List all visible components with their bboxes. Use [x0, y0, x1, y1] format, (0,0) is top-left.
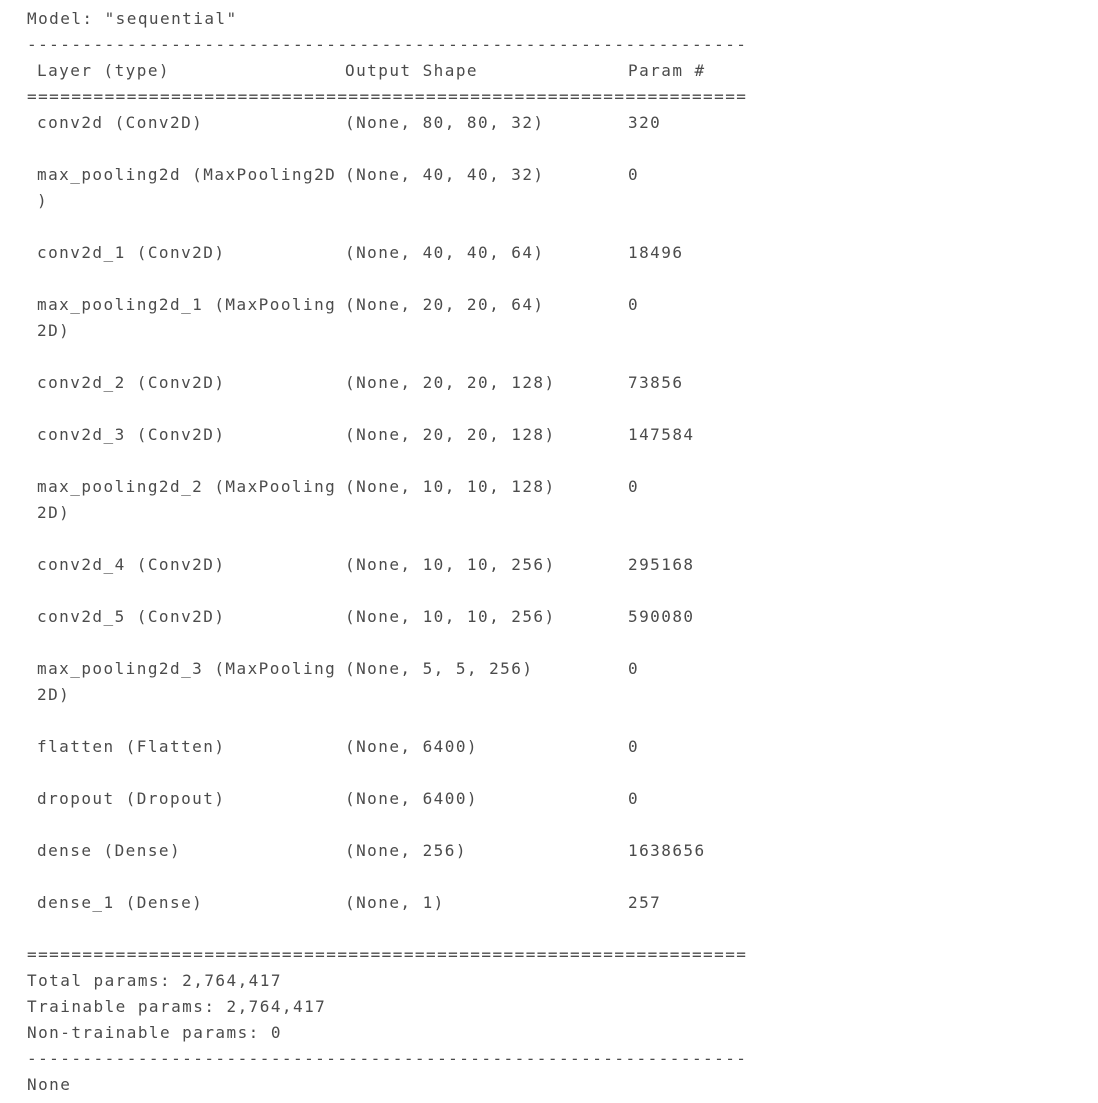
table-row [27, 110, 1098, 136]
param-count-cell: 0 [628, 295, 640, 314]
table-row [27, 890, 1098, 916]
param-count-cell: 257 [628, 893, 662, 912]
table-row [27, 422, 1098, 448]
header-param-count: Param # [628, 61, 706, 80]
layer-name-cell: max_pooling2d_3 (MaxPooling 2D) [37, 659, 337, 704]
separator-equals-bottom: ================================================================= [27, 945, 748, 964]
layer-name-cell: conv2d_2 (Conv2D) [37, 373, 226, 392]
layer-name-cell: max_pooling2d (MaxPooling2D ) [37, 165, 337, 210]
output-shape-cell: (None, 40, 40, 32) [345, 165, 545, 184]
table-row [27, 370, 1098, 396]
table-row [27, 734, 1098, 760]
output-shape-cell: (None, 6400) [345, 789, 478, 808]
table-row [27, 162, 1098, 214]
param-count-cell: 320 [628, 113, 662, 132]
layer-name-cell: conv2d_4 (Conv2D) [37, 555, 226, 574]
output-shape-cell: (None, 20, 20, 128) [345, 425, 556, 444]
layer-name-cell: max_pooling2d_1 (MaxPooling 2D) [37, 295, 337, 340]
layer-name-cell: dense_1 (Dense) [37, 893, 204, 912]
table-row [27, 292, 1098, 344]
param-count-cell: 295168 [628, 555, 695, 574]
layer-name-cell: conv2d (Conv2D) [37, 113, 204, 132]
none-output-line: None [27, 1075, 72, 1094]
output-shape-cell: (None, 5, 5, 256) [345, 659, 534, 678]
table-row [27, 656, 1098, 708]
separator-dash-bottom: ----------------------------------------------------------------- [27, 1049, 748, 1068]
table-row [27, 838, 1098, 864]
table-row [27, 552, 1098, 578]
param-count-cell: 73856 [628, 373, 684, 392]
output-shape-cell: (None, 40, 40, 64) [345, 243, 545, 262]
layer-name-cell: conv2d_1 (Conv2D) [37, 243, 226, 262]
non-trainable-params-line: Non-trainable params: 0 [27, 1023, 282, 1042]
param-count-cell: 0 [628, 789, 640, 808]
param-count-cell: 0 [628, 165, 640, 184]
output-shape-cell: (None, 20, 20, 128) [345, 373, 556, 392]
param-count-cell: 0 [628, 477, 640, 496]
output-shape-cell: (None, 10, 10, 256) [345, 555, 556, 574]
param-count-cell: 0 [628, 659, 640, 678]
separator-dash-top: ----------------------------------------------------------------- [27, 35, 748, 54]
output-shape-cell: (None, 6400) [345, 737, 478, 756]
table-row [27, 240, 1098, 266]
param-count-cell: 0 [628, 737, 640, 756]
table-row [27, 474, 1098, 526]
layer-name-cell: flatten (Flatten) [37, 737, 226, 756]
header-output-shape: Output Shape [345, 61, 478, 80]
layer-name-cell: dense (Dense) [37, 841, 182, 860]
total-params-line: Total params: 2,764,417 [27, 971, 282, 990]
layer-name-cell: conv2d_3 (Conv2D) [37, 425, 226, 444]
trainable-params-line: Trainable params: 2,764,417 [27, 997, 327, 1016]
param-count-cell: 1638656 [628, 841, 706, 860]
output-shape-cell: (None, 10, 10, 128) [345, 477, 556, 496]
model-title: Model: "sequential" [27, 9, 238, 28]
param-count-cell: 147584 [628, 425, 695, 444]
table-row [27, 604, 1098, 630]
output-shape-cell: (None, 10, 10, 256) [345, 607, 556, 626]
param-count-cell: 18496 [628, 243, 684, 262]
header-layer-type: Layer (type) [37, 61, 170, 80]
layer-name-cell: max_pooling2d_2 (MaxPooling 2D) [37, 477, 337, 522]
param-count-cell: 590080 [628, 607, 695, 626]
output-shape-cell: (None, 80, 80, 32) [345, 113, 545, 132]
output-shape-cell: (None, 20, 20, 64) [345, 295, 545, 314]
output-shape-cell: (None, 1) [345, 893, 445, 912]
separator-equals-top: ================================================================= [27, 87, 748, 106]
column-header-row [27, 58, 1098, 84]
layer-name-cell: dropout (Dropout) [37, 789, 226, 808]
layer-name-cell: conv2d_5 (Conv2D) [37, 607, 226, 626]
table-row [27, 786, 1098, 812]
output-shape-cell: (None, 256) [345, 841, 467, 860]
